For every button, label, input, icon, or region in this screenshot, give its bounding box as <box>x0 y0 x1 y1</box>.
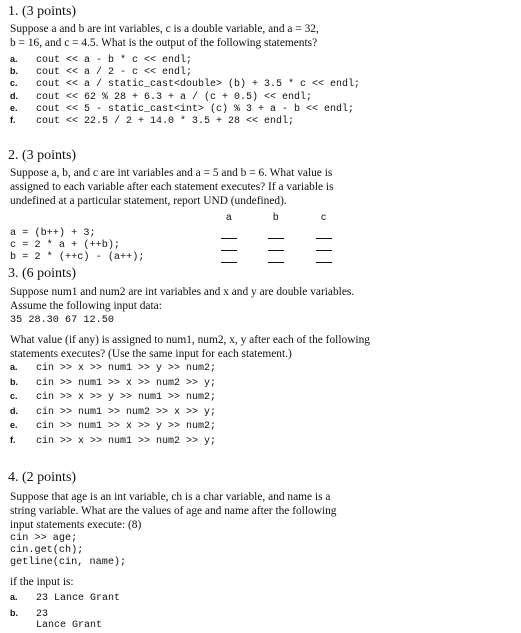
q1-item <box>10 66 513 78</box>
q1-item-code: cout << a / 2 - c << endl; <box>36 67 193 79</box>
q2-blank-3c[interactable] <box>316 261 332 263</box>
q4-item-b-line-1: 23 <box>36 609 49 621</box>
q4-item-a <box>10 592 513 604</box>
q2-heading: 2. (3 points) <box>8 148 77 163</box>
q3-prompt-line-2: Assume the following input data: <box>10 300 162 312</box>
q3-item-label: f. <box>10 434 16 445</box>
q3-item-code: cin >> x >> num1 >> num2 >> y; <box>36 435 217 447</box>
q2-blank-2a[interactable] <box>221 249 237 251</box>
q3-prompt-line-4: statements executes? (Use the same input for each statement.) <box>10 348 292 360</box>
q4-code-line-3: getline(cin, name); <box>10 557 127 568</box>
q1-item-label: b. <box>10 66 18 77</box>
q1-item-label: e. <box>10 102 18 113</box>
q4-item-b-cont <box>10 620 513 632</box>
q4-prompt-line-2: string variable. What are the values of age and name after the following <box>10 505 337 517</box>
q4-item-b-line-2: Lance Grant <box>36 620 103 632</box>
q3-item <box>10 362 513 377</box>
q3-prompt-line-3: What value (if any) is assigned to num1, num2, x, y after each of the following <box>10 334 370 346</box>
q1-item-label: f. <box>10 114 16 125</box>
q1-item <box>10 78 513 90</box>
q3-item-label: c. <box>10 391 18 402</box>
q4-code-line-1: cin >> age; <box>10 533 78 544</box>
q3-item-label: e. <box>10 420 18 431</box>
q1-item-code: cout << 5 - static_cast<int> (c) % 3 + a - b << endl; <box>36 103 355 115</box>
q3-input-data: 35 28.30 67 12.50 <box>10 315 114 326</box>
q3-item <box>10 420 513 435</box>
q3-item-label: d. <box>10 405 18 416</box>
q2-header-a: a <box>226 212 232 223</box>
q3-item-label: a. <box>10 362 18 372</box>
q2-prompt-line-3: undefined at a particular statement, report UND (undefined). <box>10 195 287 207</box>
q1-heading: 1. (3 points) <box>8 4 77 19</box>
q4-item-a-text: 23 Lance Grant <box>36 593 121 604</box>
q4-heading: 4. (2 points) <box>8 470 77 485</box>
q1-item-label: d. <box>10 90 18 101</box>
q3-item <box>10 435 513 450</box>
q3-prompt-line-1: Suppose num1 and num2 are int variables and x and y are double variables. <box>10 286 355 298</box>
q2-prompt-line-1: Suppose a, b, and c are int variables and a = 5 and b = 6. What value is <box>10 167 333 179</box>
q2-prompt-line-2: assigned to each variable after each statement executes? If a variable is <box>10 181 334 193</box>
q3-item-code: cin >> x >> num1 >> y >> num2; <box>36 363 217 374</box>
q2-blank-1a[interactable] <box>221 237 237 239</box>
q2-blank-2b[interactable] <box>268 249 284 251</box>
q2-blank-3b[interactable] <box>268 261 284 263</box>
q1-item-code: cout << a - b * c << endl; <box>36 55 193 66</box>
q2-header-b: b <box>273 212 279 223</box>
q2-statement-3: b = 2 * (++c) - (a++); <box>10 252 145 263</box>
q2-header-c: c <box>321 212 326 223</box>
q1-statement-list <box>10 54 513 127</box>
q3-item <box>10 377 513 392</box>
q2-blank-3a[interactable] <box>221 261 237 263</box>
q2-statement-1: a = (b++) + 3; <box>10 228 96 239</box>
q1-item-code: cout << 22.5 / 2 + 14.0 * 3.5 + 28 << endl; <box>36 115 295 127</box>
q4-prompt-line-1: Suppose that age is an int variable, ch is a char variable, and name is a <box>10 491 331 503</box>
q2-statement-2: c = 2 * a + (++b); <box>10 240 121 251</box>
q1-item-label: a. <box>10 54 18 64</box>
q3-item <box>10 391 513 406</box>
q4-item-b <box>10 608 513 620</box>
q4-prompt-line-3: input statements execute: (8) <box>10 519 142 531</box>
q4-item-a-label: a. <box>10 592 18 602</box>
q3-item-code: cin >> num1 >> num2 >> x >> y; <box>36 406 217 418</box>
q1-item-label: c. <box>10 78 18 89</box>
q3-item-code: cin >> num1 >> x >> y >> num2; <box>36 421 217 433</box>
q3-item-code: cin >> x >> y >> num1 >> num2; <box>36 392 217 404</box>
q4-input-list <box>10 592 513 633</box>
q2-blank-2c[interactable] <box>316 249 332 251</box>
q4-item-b-label: b. <box>10 608 18 619</box>
q1-item <box>10 115 513 127</box>
q1-prompt-line-1: Suppose a and b are int variables, c is a double variable, and a = 32, <box>10 23 319 35</box>
q1-item-code: cout << a / static_cast<double> (b) + 3.5 * c << endl; <box>36 79 361 91</box>
q3-item-label: b. <box>10 376 18 387</box>
q4-code-line-2: cin.get(ch); <box>10 545 84 556</box>
q1-item-code: cout << 62 % 28 + 6.3 + a / (c + 0.5) << endl; <box>36 91 313 103</box>
q1-prompt-line-2: b = 16, and c = 4.5. What is the output of the following statements? <box>10 37 318 49</box>
q1-item <box>10 103 513 115</box>
q3-heading: 3. (6 points) <box>8 266 77 281</box>
q3-statement-list <box>10 362 513 450</box>
q4-if-input: if the input is: <box>10 576 74 588</box>
q3-item-code: cin >> num1 >> x >> num2 >> y; <box>36 377 217 389</box>
q1-item <box>10 54 513 66</box>
q2-blank-1c[interactable] <box>316 237 332 239</box>
q1-item <box>10 91 513 103</box>
q2-blank-1b[interactable] <box>268 237 284 239</box>
q3-item <box>10 406 513 421</box>
